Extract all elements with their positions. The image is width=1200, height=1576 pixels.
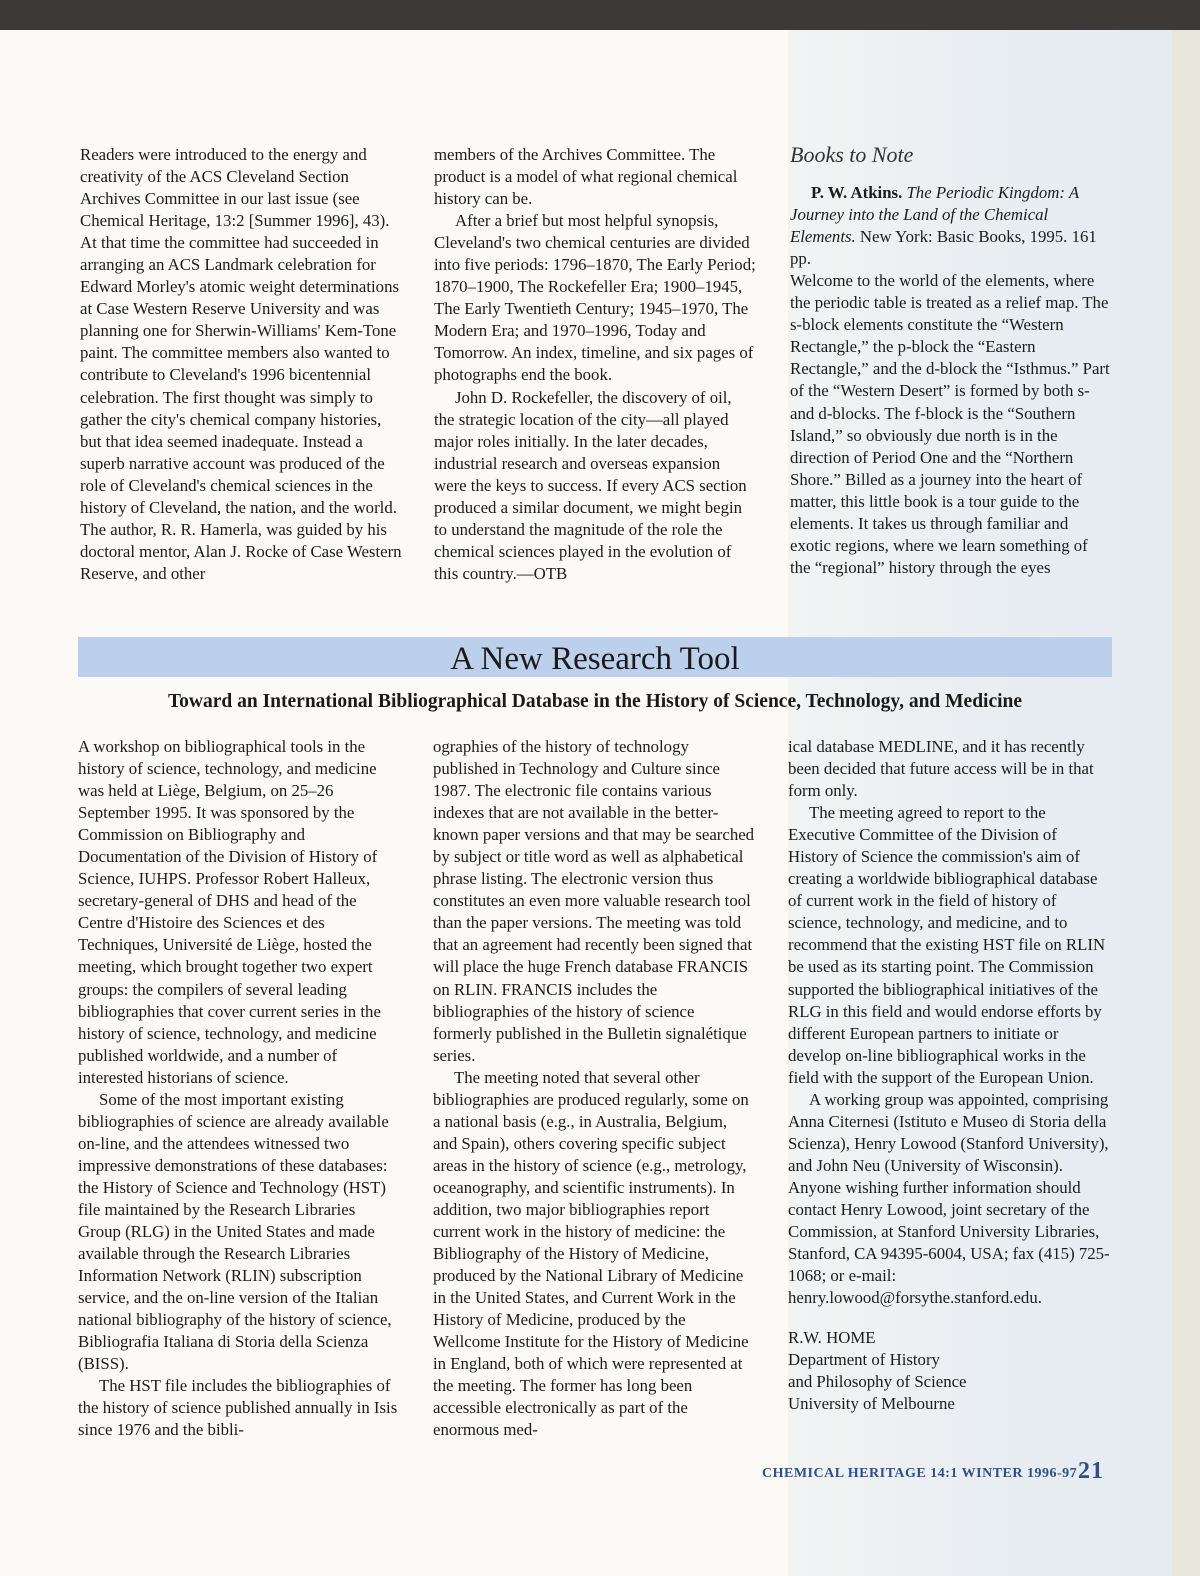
headline-banner xyxy=(78,637,1112,677)
review-column-1 xyxy=(80,144,402,585)
review-paragraph: After a brief but most helpful synopsis, Cleveland's two chemical centuries are divided into five periods: 1796–1870, The Early Period; 1870–1900, The Rockefeller Era; 1900–1945, The Early Twentieth Century; 1945–1970, The Modern Era; and 1970–1996, Today and Tomorrow. An index, timeline, and six pages of photographs end the book. xyxy=(434,211,756,385)
review-paragraph: John D. Rockefeller, the discovery of oil, the strategic location of the city—all played major roles initially. In the later decades, industrial research and overseas expansion were the keys to success. If every ACS section produced a similar document, we might begin to understand the magnitude of the role the chemical sciences played in the evolution of this country.—OTB xyxy=(434,387,747,583)
scan-border xyxy=(0,0,1200,30)
article-subtitle: Toward an International Bibliographical Database in the History of Science, Technology, and Medicine xyxy=(167,691,1023,712)
page-edge xyxy=(1172,30,1200,1576)
review-paragraph: Readers were introduced to the energy and creativity of the ACS Cleveland Section Archives Committee in our last issue (see Chemical Heritage, 13:2 [Summer 1996], 43). At that time the committee had succeeded in arranging an ACS Landmark celebration for Edward Morley's atomic weight determinations at Case Western Reserve University and was planning one for Sherwin-Williams' Kem-Tone paint. The committee members also wanted to contribute to Cleveland's 1996 bicentennial celebration. The first thought was simply to gather the city's chemical company histories, but that idea seemed inadequate. Instead a superb narrative account was produced of the role of Cleveland's chemical sciences in the history of Cleveland, the nation, and the world. The author, R. R. Hamerla, was guided by his doctoral mentor, Alan J. Rocke of Case Western Reserve, and other xyxy=(80,145,402,583)
article-paragraph: The meeting noted that several other bibliographies are produced regularly, some on a national basis (e.g., in Australia, Belgium, and Spain), others covering specific subject areas in the history of science (e.g., metrology, oceanography, and scientific instruments). In addition, two major bibliographies report current work in the history of medicine: the Bibliography of the History of Medicine, produced by the National Library of Medicine in the United States, and Current Work in the History of Medicine, produced by the Wellcome Institute for the History of Medicine in England, both of which were represented at the meeting. The former has long been accessible electronically as part of the enormous med- xyxy=(433,1067,749,1440)
author-signature xyxy=(788,1327,1110,1415)
article-paragraph: ographies of the history of technology published in Technology and Culture since 1987. The electronic file contains various indexes that are not available in the better-known paper versions and that may be searched by subject or title word as well as alphabetical phrase listing. The electronic version thus constitutes an even more valuable research tool than the paper versions. The meeting was told that an agreement had recently been signed that will place the huge French database FRANCIS on RLIN. FRANCIS includes the bibliographies of the history of science formerly published in the Bulletin signalétique series. xyxy=(433,737,755,1065)
signature-line: R.W. HOME xyxy=(788,1328,876,1348)
book-review-text: Welcome to the world of the elements, where the periodic table is treated as a relief map. The s-block elements constitute the “Western Rectangle,” the p-block the “Eastern Rectangle,” and the d-block the “Isthmus.” Part of the “Western Desert” is formed by both s- and d-blocks. The f-block is the “Southern Island,” so obviously due north is in the direction of Period One and the “Northern Shore.” Billed as a journey into the heart of matter, this little book is a tour guide to the elements. It takes us through familiar and exotic regions, where we learn something of the “regional” history through the eyes xyxy=(790,271,1110,577)
book-citation xyxy=(790,182,1112,270)
book-title: The Periodic Kingdom: A Journey into the Land of the Chemical Elements. xyxy=(790,183,1079,247)
books-heading: Books to Note xyxy=(790,142,914,167)
article-column-3 xyxy=(788,736,1110,1415)
review-paragraph: members of the Archives Committee. The product is a model of what regional chemical history can be. xyxy=(434,145,738,209)
article-title: A New Research Tool xyxy=(450,641,740,677)
article-column-2 xyxy=(433,736,755,1442)
article-column-1 xyxy=(78,736,400,1442)
signature-line: Department of History xyxy=(788,1350,940,1370)
signature-line: and Philosophy of Science xyxy=(788,1372,967,1392)
book-publication: New York: Basic Books, 1995. 161 pp. xyxy=(790,227,1097,269)
article-paragraph: The HST file includes the bibliographies of the history of science published annually in Isis since 1976 and the bibli- xyxy=(78,1376,398,1440)
article-paragraph: The meeting agreed to report to the Executive Committee of the Division of History of Science the commission's aim of creating a worldwide bibliographical database of current work in the field of history of science, technology, and medicine, and to recommend that the existing HST file on RLIN be used as its starting point. The Commission supported the bibliographical initiatives of the RLG in this field and would endorse efforts by different European partners to initiate or develop on-line bibliographical works in the field with the support of the European Union. xyxy=(788,803,1106,1087)
books-to-note xyxy=(790,144,1112,579)
running-footer: CHEMICAL HERITAGE 14:1 WINTER 1996-97 xyxy=(762,1466,1078,1481)
article-paragraph: Some of the most important existing bibliographies of science are already available on-line, and the attendees witnessed two impressive demonstrations of these databases: the History of Science and Technology (HST) file maintained by the Research Libraries Group (RLG) in the United States and made available through the Research Libraries Information Network (RLIN) subscription service, and the on-line version of the Italian national bibliography of the history of science, Bibliografia Italiana di Storia della Scienza (BISS). xyxy=(78,1089,392,1374)
article-paragraph: A working group was appointed, comprising Anna Citernesi (Istituto e Museo di Storia della Scienza), Henry Lowood (Stanford University), and John Neu (University of Wisconsin). Anyone wishing further information should contact Henry Lowood, joint secretary of the Commission, at Stanford University Libraries, Stanford, CA 94395-6004, USA; fax (415) 725-1068; or e-mail: henry.lowood@forsythe.stanford.edu. xyxy=(788,1089,1110,1308)
article-paragraph: A workshop on bibliographical tools in the history of science, technology, and medicine was held at Liège, Belgium, on 25–26 September 1995. It was sponsored by the Commission on Bibliography and Documentation of the Division of History of Science, IUHPS. Professor Robert Halleux, secretary-general of DHS and head of the Centre d'Histoire des Sciences et des Techniques, Université de Liège, hosted the meeting, which brought together two expert groups: the compilers of several leading bibliographies that cover current series in the history of science, technology, and medicine published worldwide, and a number of interested historians of science. xyxy=(78,737,381,1087)
page-number: 21 xyxy=(1078,1458,1104,1484)
book-author: P. W. Atkins. xyxy=(811,183,903,203)
signature-line: University of Melbourne xyxy=(788,1394,955,1414)
review-column-2 xyxy=(434,144,756,585)
article-paragraph: ical database MEDLINE, and it has recently been decided that future access will be in that form only. xyxy=(788,737,1094,801)
